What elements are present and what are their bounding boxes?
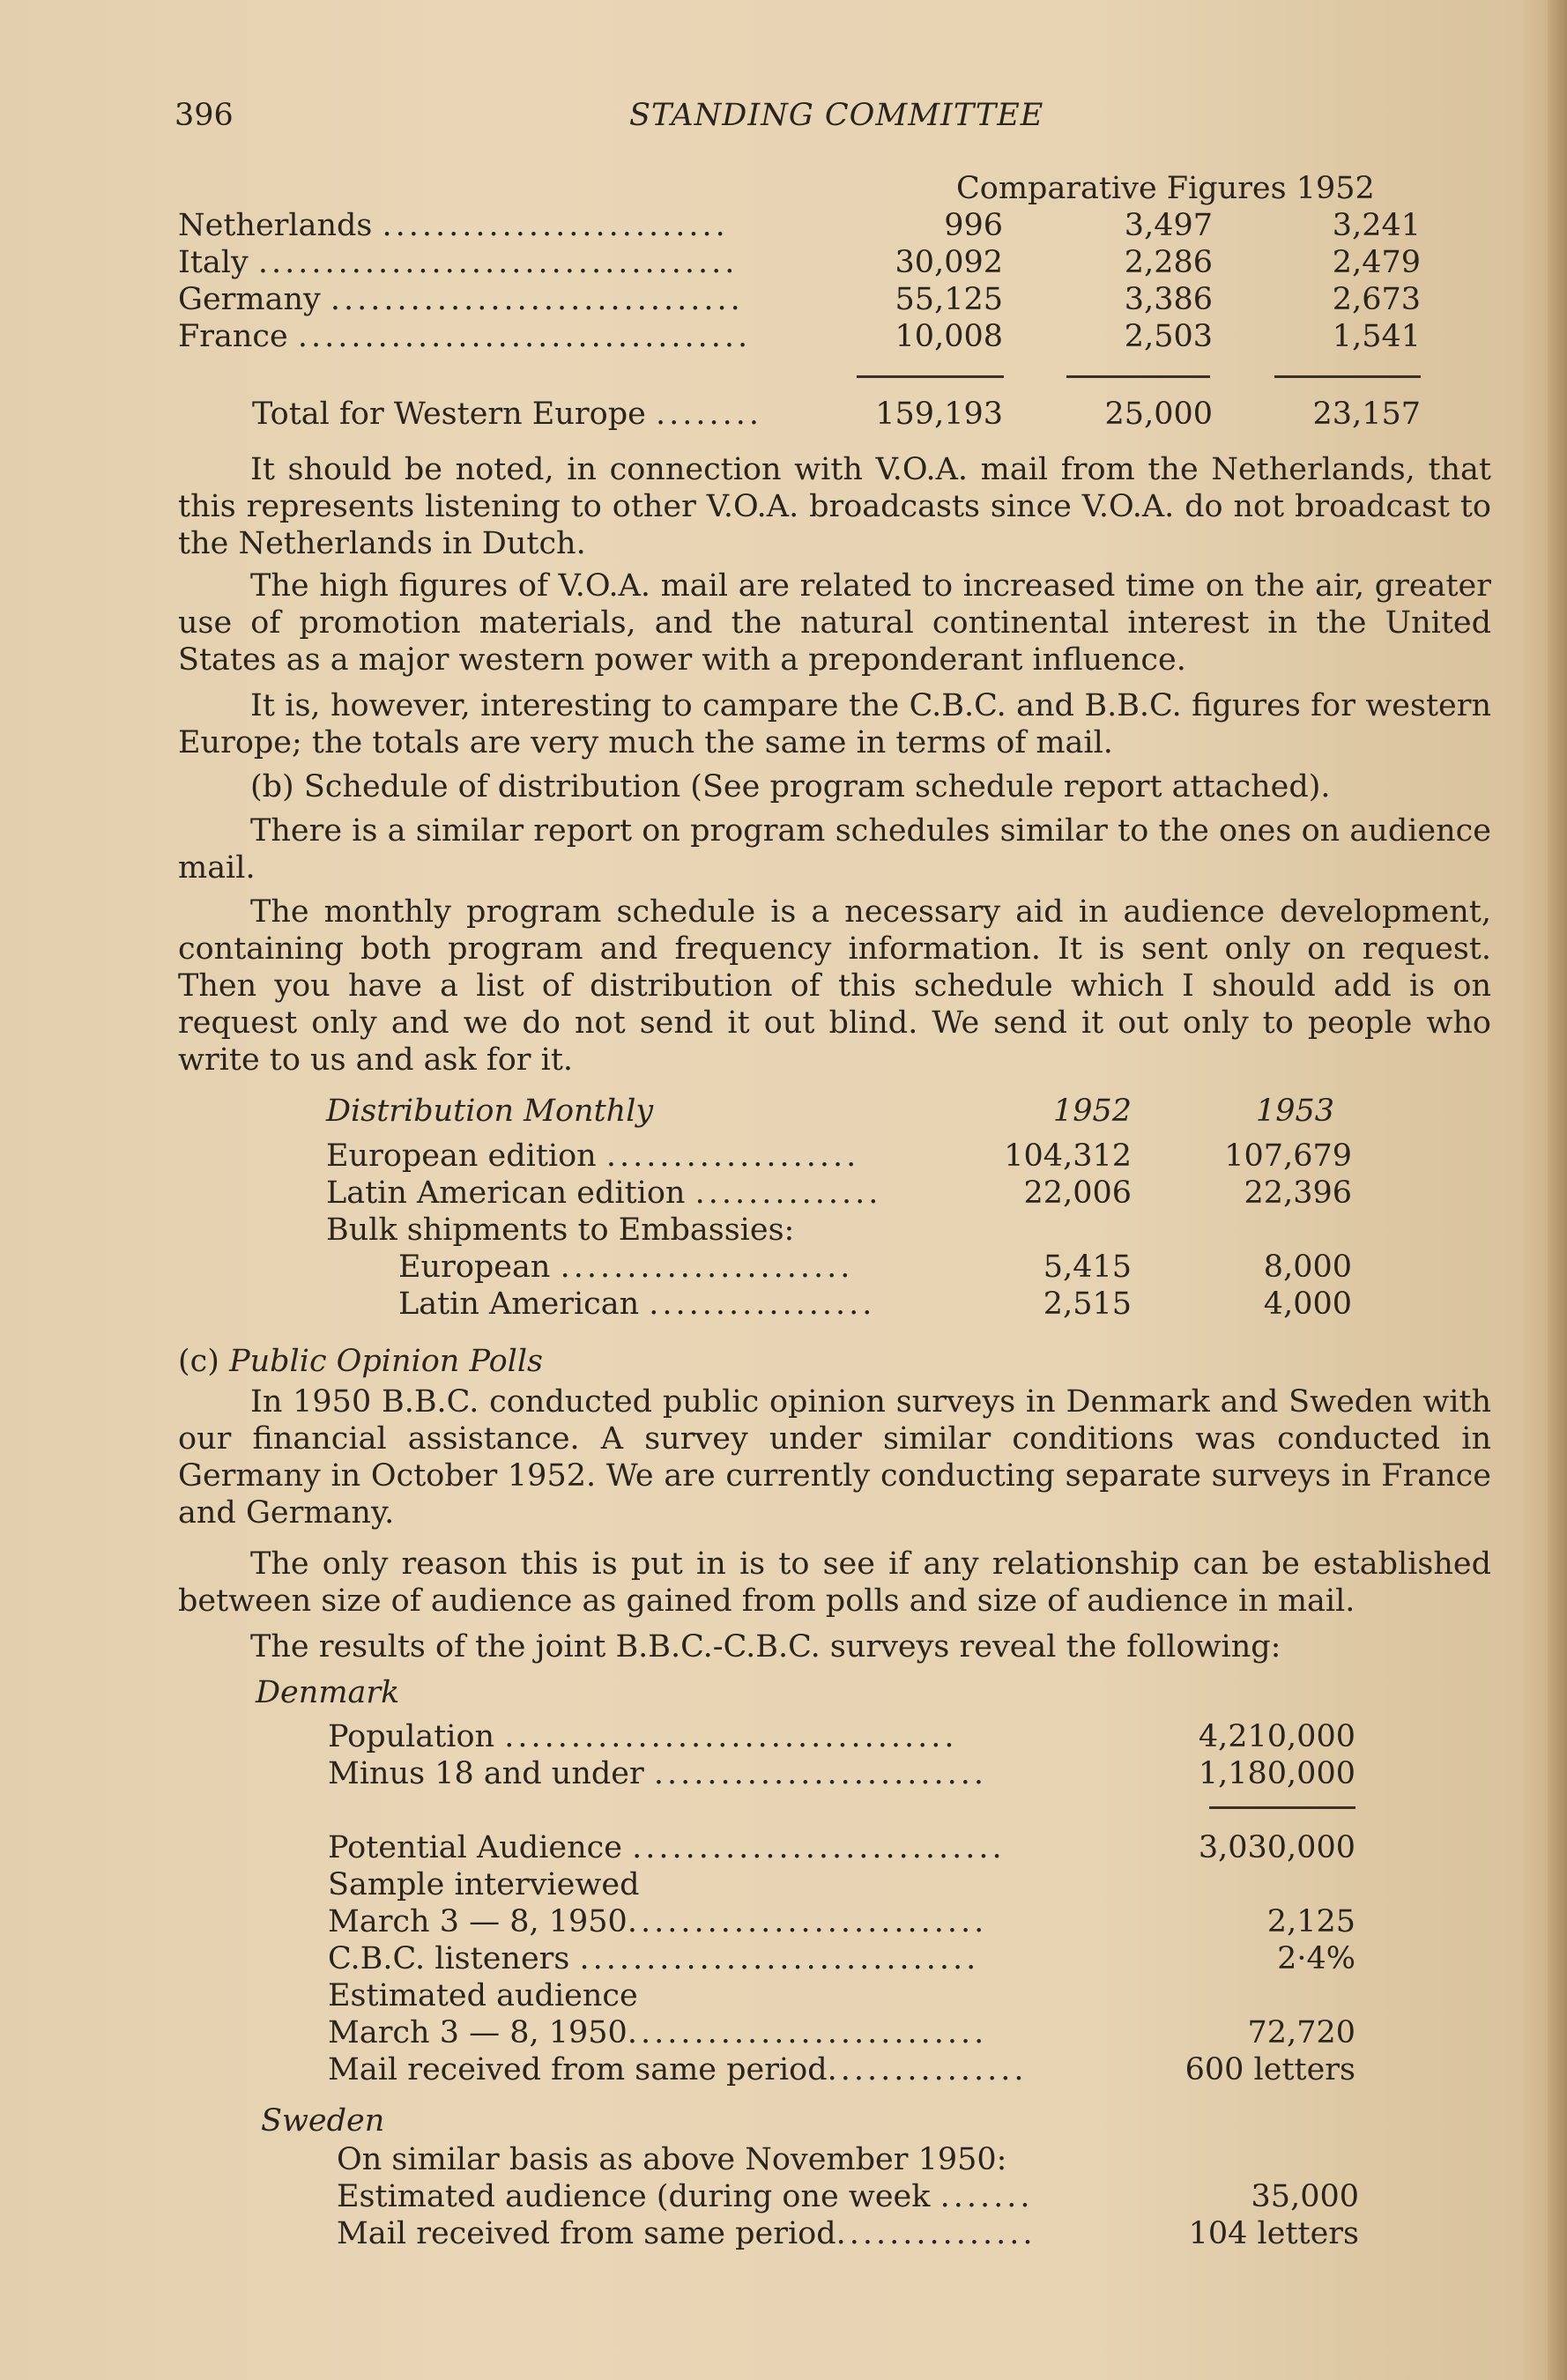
total-rule — [1274, 375, 1421, 378]
sweden-heading: Sweden — [261, 2103, 385, 2139]
paragraph: The monthly program schedule is a necessary aid in audience development, containing both program and frequency information. It is sent only on request. Then you have a list of distribution of this schedule which I should add is on request only and we do not send it out blind. We send it out only to people who write to us and ask for it. — [178, 894, 1491, 1078]
total-label: Total for Western Europe — [252, 397, 646, 432]
cell-1953: 22,396 — [1244, 1175, 1352, 1211]
country-label: Germany — [178, 282, 321, 317]
page-number: 396 — [175, 98, 234, 133]
row-value: 2·4% — [1277, 1941, 1355, 1976]
table-row: Population .................................. — [328, 1719, 958, 1754]
cell-1953: 8,000 — [1263, 1249, 1352, 1285]
table-row: European edition ................... — [326, 1138, 860, 1174]
cell-v2: 2,286 — [1124, 245, 1213, 280]
table-row: Latin American ................. — [398, 1286, 876, 1322]
column-1953: 1953 — [1255, 1094, 1334, 1129]
cell-1953: 107,679 — [1224, 1138, 1352, 1174]
cell-v3: 3,241 — [1332, 208, 1421, 243]
paragraph: (b) Schedule of distribution (See program schedule report attached). — [250, 769, 1331, 804]
denmark-heading: Denmark — [256, 1675, 400, 1710]
cell-1952: 104,312 — [1004, 1138, 1132, 1174]
table-row: Mail received from same period............... — [328, 2052, 1028, 2087]
total-v2: 25,000 — [1104, 397, 1213, 432]
table-row: March 3 — 8, 1950........................... — [328, 2015, 988, 2050]
page-edge — [1548, 0, 1567, 2380]
row-value: 4,210,000 — [1198, 1719, 1355, 1754]
row-value: 3,030,000 — [1198, 1830, 1355, 1865]
cell-v2: 2,503 — [1124, 319, 1213, 354]
sample-label: Sample interviewed — [328, 1867, 640, 1902]
table-row: Germany ............................... — [178, 282, 744, 317]
row-value: 2,125 — [1266, 1904, 1355, 1939]
table-row: Estimated audience (during one week ....... — [337, 2179, 1034, 2214]
total-v3: 23,157 — [1312, 397, 1421, 432]
cell-v3: 2,673 — [1332, 282, 1421, 317]
table-row: Netherlands .......................... — [178, 208, 729, 243]
column-1952: 1952 — [1052, 1094, 1132, 1129]
paragraph: The results of the joint B.B.C.-C.B.C. surveys reveal the following: — [250, 1629, 1281, 1665]
paragraph: The high figures of V.O.A. mail are related to increased time on the air, greater use of promotion materials, and the natural continental interest in the United States as a major western power with a preponderant influence. — [178, 568, 1491, 678]
table-row: European ...................... — [398, 1249, 854, 1285]
table-row: Latin American edition .............. — [326, 1175, 882, 1211]
cell-1952: 22,006 — [1023, 1175, 1132, 1211]
total-v1: 159,193 — [875, 397, 1003, 432]
estimated-label: Estimated audience — [328, 1978, 638, 2013]
total-rule — [1066, 375, 1210, 378]
row-value: 72,720 — [1247, 2015, 1355, 2050]
cell-v2: 3,386 — [1124, 282, 1213, 317]
table-row: Minus 18 and under ......................... — [328, 1756, 988, 1791]
table-row: March 3 — 8, 1950........................... — [328, 1904, 988, 1939]
total-rule — [857, 375, 1004, 378]
cell-v3: 2,479 — [1332, 245, 1421, 280]
paragraph: It should be noted, in connection with V.O.A. mail from the Netherlands, that this represents listening to other V.O.A. broadcasts since V.O.A. do not broadcast to the Netherlands in Dutch. — [178, 452, 1491, 561]
subtotal-rule — [1209, 1806, 1355, 1809]
country-label: France — [178, 319, 288, 354]
bulk-shipments-label: Bulk shipments to Embassies: — [326, 1212, 795, 1248]
table-row: Italy .................................... — [178, 245, 739, 280]
cell-v2: 3,497 — [1124, 208, 1213, 243]
distribution-heading: Distribution Monthly — [326, 1094, 654, 1129]
cell-1952: 2,515 — [1043, 1286, 1132, 1322]
row-value: 35,000 — [1251, 2179, 1359, 2214]
paragraph: In 1950 B.B.C. conducted public opinion surveys in Denmark and Sweden with our financial assistance. A survey under similar conditions was conducted in Germany in October 1952. We are currently conducting separate surveys in France and Germany. — [178, 1384, 1491, 1531]
cell-v1: 996 — [944, 208, 1003, 243]
sweden-basis: On similar basis as above November 1950: — [337, 2142, 1007, 2177]
row-value: 600 letters — [1185, 2052, 1355, 2087]
table-row: France .................................. — [178, 319, 752, 354]
table-row: Mail received from same period............... — [337, 2216, 1036, 2251]
row-value: 1,180,000 — [1198, 1756, 1355, 1791]
paragraph: It is, however, interesting to campare the C.B.C. and B.B.C. figures for western Europe; the totals are very much the same in terms of mail. — [178, 688, 1491, 760]
cell-v1: 30,092 — [895, 245, 1003, 280]
comparative-caption: Comparative Figures 1952 — [956, 171, 1375, 206]
country-label: Netherlands — [178, 208, 373, 243]
total-row: Total for Western Europe ........ — [252, 397, 762, 432]
table-row: C.B.C. listeners .............................. — [328, 1941, 980, 1976]
running-title: STANDING COMMITTEE — [629, 98, 1044, 133]
cell-v1: 10,008 — [895, 319, 1003, 354]
country-label: Italy — [178, 245, 249, 280]
cell-1952: 5,415 — [1043, 1249, 1132, 1285]
cell-v1: 55,125 — [895, 282, 1003, 317]
table-row: Potential Audience ............................ — [328, 1830, 1006, 1865]
row-value: 104 letters — [1188, 2216, 1359, 2251]
cell-1953: 4,000 — [1263, 1286, 1352, 1322]
paragraph: The only reason this is put in is to see if any relationship can be established between size of audience as gained from polls and size of audience in mail. — [178, 1546, 1491, 1619]
paragraph: There is a similar report on program schedules similar to the ones on audience mail. — [178, 813, 1491, 886]
polls-heading: (c) Public Opinion Polls — [178, 1344, 543, 1379]
cell-v3: 1,541 — [1332, 319, 1421, 354]
